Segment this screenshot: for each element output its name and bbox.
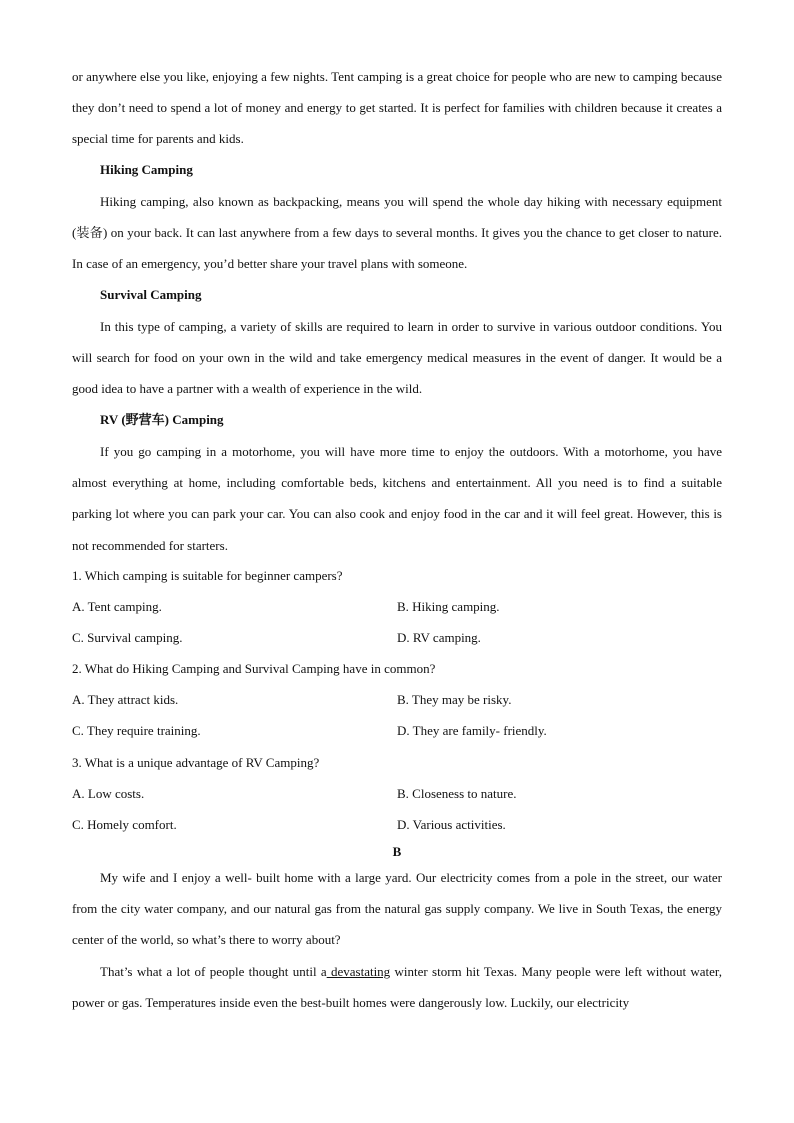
passage-b-letter: B <box>392 844 402 859</box>
paragraph-2-after: winter storm hit Texas. Many people were left without water, power or gas. Temperatures inside even the best-built homes were dangerously low. Luckily, our electricity <box>72 964 722 1011</box>
question-2-option-a[interactable]: A. They attract kids. <box>72 692 179 707</box>
question-1-option-c[interactable]: C. Survival camping. <box>72 630 183 645</box>
underlined-word-devastating: devastating <box>326 964 391 979</box>
passage-b-paragraph-1: My wife and I enjoy a well- built home with a large yard. Our electricity comes from a pole in the street, our water from the city water company, and our natural gas from the natural gas supply company. We live in South Texas, the energy center of the world, so what’s there to worry about? <box>72 870 722 948</box>
question-3-option-b[interactable]: B. Closeness to nature. <box>397 786 517 801</box>
question-2-option-b[interactable]: B. They may be risky. <box>397 692 512 707</box>
question-1-stem: 1. Which camping is suitable for beginner campers? <box>72 568 343 583</box>
question-3-option-a[interactable]: A. Low costs. <box>72 786 145 801</box>
question-1-option-d[interactable]: D. RV camping. <box>397 630 481 645</box>
passage-b-paragraph-2 <box>72 956 722 1018</box>
question-3-stem: 3. What is a unique advantage of RV Camping? <box>72 755 320 770</box>
hiking-camping-heading: Hiking Camping <box>100 162 193 177</box>
question-1-option-b[interactable]: B. Hiking camping. <box>397 599 500 614</box>
paragraph-2-before: That’s what a lot of people thought until a <box>100 964 327 979</box>
question-2-stem: 2. What do Hiking Camping and Survival Camping have in common? <box>72 661 436 676</box>
rv-camping-heading: RV (野营车) Camping <box>100 412 224 427</box>
tent-camping-paragraph-tail: or anywhere else you like, enjoying a few nights. Tent camping is a great choice for people who are new to camping because they don’t need to spend a lot of money and energy to get started. It is perfect for families with children because it creates a special time for parents and kids. <box>72 69 722 147</box>
question-2-option-d[interactable]: D. They are family- friendly. <box>397 723 547 738</box>
question-3-option-c[interactable]: C. Homely comfort. <box>72 817 177 832</box>
survival-camping-paragraph: In this type of camping, a variety of skills are required to learn in order to survive in various outdoor conditions. You will search for food on your own in the wild and take emergency medical measures in the event of danger. It would be a good idea to have a partner with a wealth of experience in the wild. <box>72 319 722 397</box>
question-3-option-d[interactable]: D. Various activities. <box>397 817 506 832</box>
rv-camping-paragraph: If you go camping in a motorhome, you will have more time to enjoy the outdoors. With a motorhome, you have almost everything at home, including comfortable beds, kitchens and entertainment. All you need is to find a suitable parking lot where you can park your car. You can also cook and enjoy food in the car and it will feel great. However, this is not recommended for starters. <box>72 444 722 553</box>
hiking-camping-paragraph: Hiking camping, also known as backpacking, means you will spend the whole day hiking with necessary equipment (装备) on your back. It can last anywhere from a few days to several months. It gives you the chance to get closer to nature. In case of an emergency, you’d better share your travel plans with someone. <box>72 194 722 272</box>
survival-camping-heading: Survival Camping <box>100 287 202 302</box>
question-2-option-c[interactable]: C. They require training. <box>72 723 201 738</box>
question-1-option-a[interactable]: A. Tent camping. <box>72 599 162 614</box>
